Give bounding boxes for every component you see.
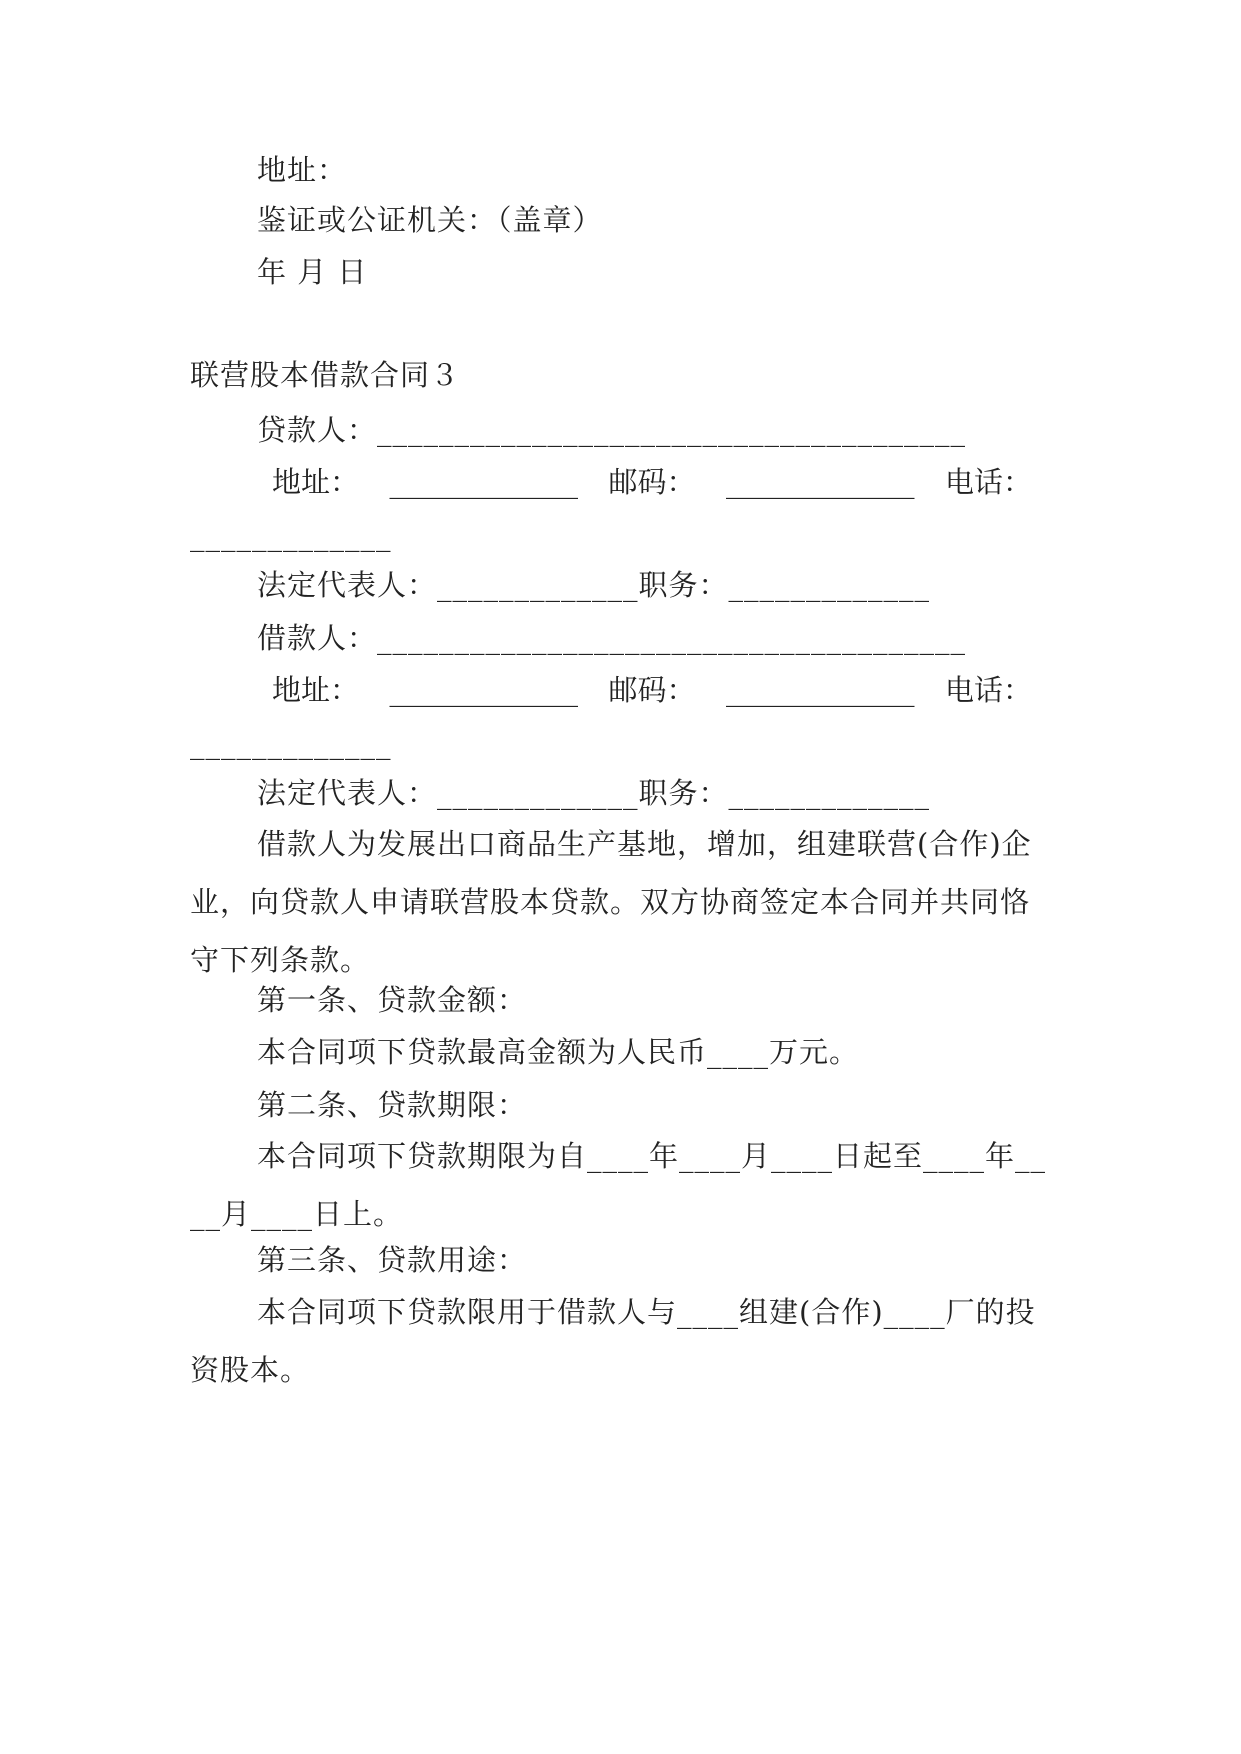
postcode-blank: _____________ (725, 465, 915, 499)
address-line: 地址： (257, 153, 348, 187)
postcode-label: 邮码： (608, 465, 696, 499)
article-3-heading: 第三条、贷款用途： (257, 1243, 528, 1277)
article-2-heading: 第二条、贷款期限： (257, 1088, 528, 1122)
lender-line: 贷款人：______________________________________ (257, 413, 967, 447)
lender-representative-line: 法定代表人：_____________职务：_____________ (257, 568, 931, 602)
lender-address-row (272, 462, 1032, 502)
address-label: 地址： (272, 673, 360, 707)
borrower-line: 借款人：______________________________________ (257, 621, 967, 655)
postcode-label: 邮码： (608, 673, 696, 707)
phone-label: 电话： (944, 673, 1032, 707)
article-2-body: 本合同项下贷款期限为自____年____月____日起至____年____月____日上。 (190, 1139, 1047, 1231)
borrower-representative-line: 法定代表人：_____________职务：_____________ (257, 776, 931, 810)
address-blank: _____________ (389, 673, 578, 707)
phone-label: 电话： (944, 465, 1032, 499)
borrower-phone-blank: _____________ (190, 726, 392, 760)
preamble-paragraph: 借款人为发展出口商品生产基地，增加，组建联营(合作)企业，向贷款人申请联营股本贷款。双方协商签定本合同并共同恪守下列条款。 (190, 827, 1032, 977)
address-label: 地址： (272, 465, 360, 499)
contract-title: 联营股本借款合同３ (190, 358, 461, 392)
borrower-address-row (272, 670, 1032, 710)
article-3-body: 本合同项下贷款限用于借款人与____组建(合作)____厂的投资股本。 (190, 1295, 1036, 1387)
notary-line: 鉴证或公证机关：（盖章） (257, 203, 603, 237)
lender-phone-blank: _____________ (190, 518, 392, 552)
date-line: 年 月 日 (257, 255, 368, 289)
postcode-blank: _____________ (725, 673, 915, 707)
article-1-heading: 第一条、贷款金额： (257, 983, 528, 1017)
article-1-body: 本合同项下贷款最高金额为人民币____万元。 (257, 1035, 860, 1069)
address-blank: _____________ (389, 465, 578, 499)
